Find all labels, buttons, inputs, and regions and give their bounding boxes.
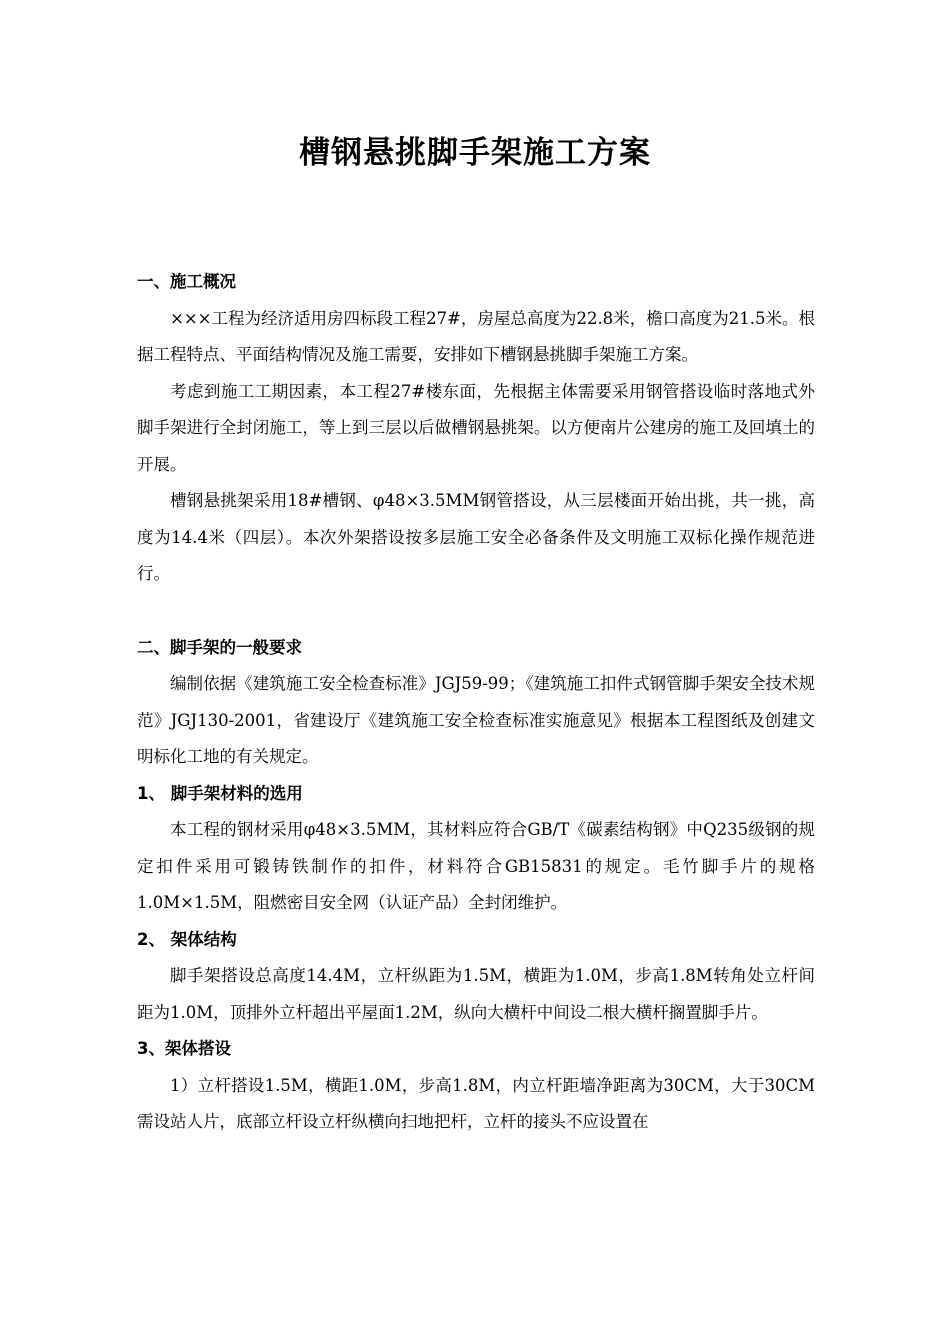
paragraph: 考虑到施工工期因素，本工程27#楼东面，先根据主体需要采用钢管搭设临时落地式外脚手架进行全封闭施工，等上到三层以后做槽钢悬挑架。以方便南片公建房的施工及回填土的开展。 <box>137 381 815 474</box>
paragraph: 槽钢悬挑架采用18#槽钢、φ48×3.5MM钢管搭设，从三层楼面开始出挑，共一挑，高度为14.4米（四层）。本次外架搭设按多层施工安全必备条件及文明施工双标化操作规范进行。 <box>137 491 815 583</box>
subsection-heading-erection: 3、架体搭设 <box>137 1039 231 1058</box>
paragraph: 编制依据《建筑施工安全检查标准》JGJ59-99；《建筑施工扣件式钢管脚手架安全技术规范》JGJ130-2001，省建设厅《建筑施工安全检查标准实施意见》根据本工程图纸及创建文明标化工地的有关规定。 <box>137 674 815 766</box>
document-body <box>137 264 815 1141</box>
subsection-heading-materials: 1、 脚手架材料的选用 <box>137 783 303 803</box>
paragraph: 脚手架搭设总高度14.4M，立杆纵距为1.5M，横距为1.0M，步高1.8M转角处立杆间距为1.0M，顶排外立杆超出平屋面1.2M，纵向大横杆中间设二根大横杆搁置脚手片。 <box>137 966 815 1022</box>
section-heading-general-requirements: 二、脚手架的一般要求 <box>137 637 302 657</box>
subsection-heading-structure: 2、 架体结构 <box>137 929 237 949</box>
paragraph: 本工程的钢材采用φ48×3.5MM，其材料应符合GB/T《碳素结构钢》中Q235级钢的规定扣件采用可锻铸铁制作的扣件，材料符合GB15831的规定。毛竹脚手片的规格1.0M×1.5M，阻燃密目安全网（认证产品）全封闭维护。 <box>137 820 815 912</box>
section-spacer <box>137 593 815 630</box>
section-heading-overview: 一、施工概况 <box>137 272 236 291</box>
document-title: 槽钢悬挑脚手架施工方案 <box>299 135 651 171</box>
paragraph: ×××工程为经济适用房四标段工程27#，房屋总高度为22.8米，檐口高度为21.5米。根据工程特点、平面结构情况及施工需要，安排如下槽钢悬挑脚手架施工方案。 <box>137 308 815 364</box>
paragraph: 1）立杆搭设1.5M，横距1.0M，步高1.8M，内立杆距墙净距离为30CM，大于30CM需设站人片，底部立杆设立杆纵横向扫地把杆，立杆的接头不应设置在 <box>137 1075 815 1131</box>
